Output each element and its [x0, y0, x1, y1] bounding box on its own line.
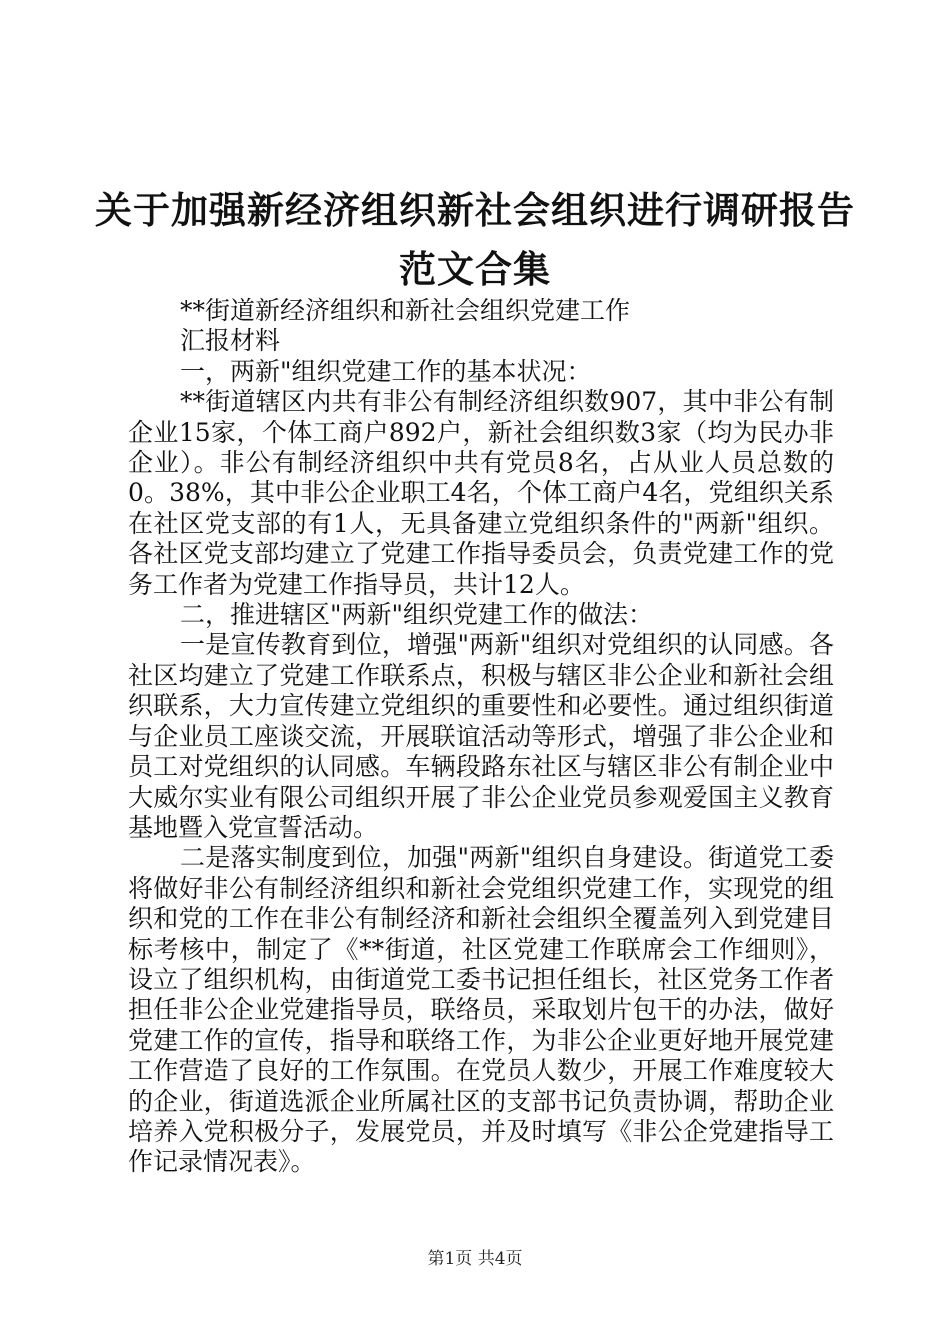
body-paragraph: 一是宣传教育到位，增强"两新"组织对党组织的认同感。各社区均建立了党建工作联系点，积极与辖区非公企业和新社会组织联系，大力宣传建立党组织的重要性和必要性。通过组织街道与企业员工座谈交流，开展联谊活动等形式，增强了非公企业和员工对党组织的认同感。车辆段路东社区与辖区非公有制企业中大威尔实业有限公司组织开展了非公企业党员参观爱国主义教育基地暨入党宣誓活动。	[128, 630, 834, 842]
document-title-line-1: 关于加强新经济组织新社会组织进行调研报告	[95, 189, 855, 232]
document-title-line-2: 范文合集	[399, 248, 551, 291]
body-paragraph-subtitle-2: 汇报材料	[180, 326, 281, 356]
body-paragraph-subtitle: **街道新经济组织和新社会组织党建工作	[180, 296, 631, 325]
page-number-footer: 第1页 共4页	[427, 1249, 523, 1269]
document-body	[128, 296, 834, 1178]
body-paragraph: 二是落实制度到位，加强"两新"组织自身建设。街道党工委将做好非公有制经济组织和新社会党组织党建工作，实现党的组织和党的工作在非公有制经济和新社会组织全覆盖列入到党建目标考核中，制定了《**街道，社区党建工作联席会工作细则》，设立了组织机构，由街道党工委书记担任组长，社区党务工作者担任非公企业党建指导员，联络员，采取划片包干的办法，做好党建工作的宣传，指导和联络工作，为非公企业更好地开展党建工作营造了良好的工作氛围。在党员人数少，开展工作难度较大的企业，街道选派企业所属社区的支部书记负责协调，帮助企业培养入党积极分子，发展党员，并及时填写《非公企党建指导工作记录情况表》。	[128, 843, 834, 1177]
body-paragraph: **街道辖区内共有非公有制经济组织数907，其中非公有制企业15家，个体工商户892户，新社会组织数3家（均为民办非企业）。非公有制经济组织中共有党员8名，占从业人员总数的0。38%，其中非公企业职工4名，个体工商户4名，党组织关系在社区党支部的有1人，无具备建立党组织条件的"两新"组织。各社区党支部均建立了党建工作指导委员会，负责党建工作的党务工作者为党建工作指导员，共计12人。	[128, 387, 834, 599]
section-heading-1: 一，两新"组织党建工作的基本状况：	[180, 356, 592, 386]
section-heading-2: 二，推进辖区"两新"组织党建工作的做法：	[180, 600, 653, 630]
